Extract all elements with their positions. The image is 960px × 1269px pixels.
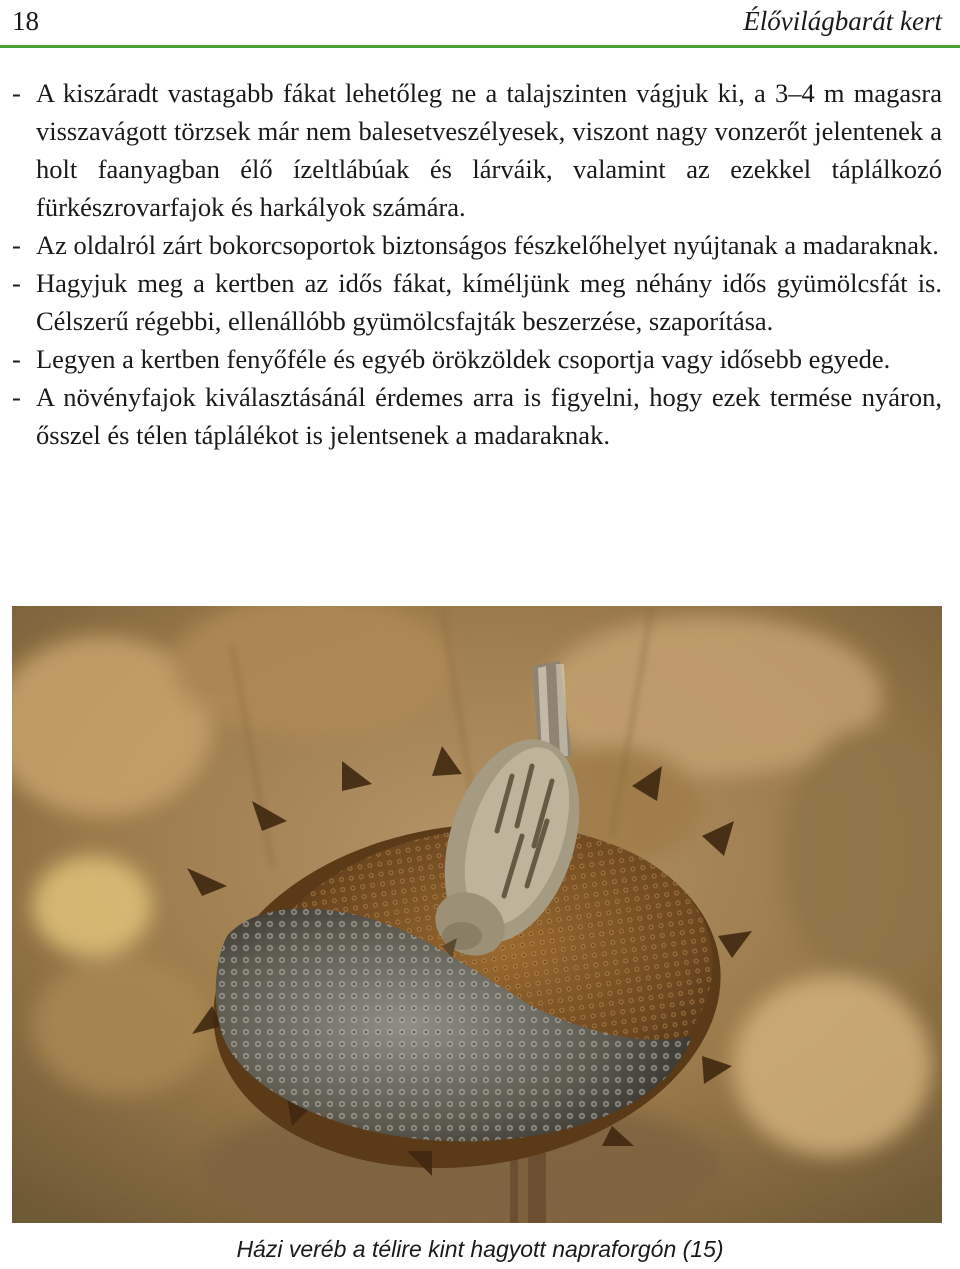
page-header bbox=[0, 0, 960, 46]
list-item-text: Hagyjuk meg a kertben az idős fákat, kíméljünk meg néhány idős gyümölcsfát is. Célszerű régebbi, ellenállóbb gyümölcsfajták beszerzése, szaporítása. bbox=[36, 268, 942, 336]
list-item bbox=[12, 264, 942, 340]
list-item-text: A növényfajok kiválasztásánál érdemes arra is figyelni, hogy ezek termése nyáron, ősszel és télen táplálékot is jelentsenek a madaraknak. bbox=[36, 382, 942, 450]
sparrow-sunflower-photo bbox=[12, 606, 942, 1223]
bullet-marker: - bbox=[12, 382, 21, 412]
bullet-marker: - bbox=[12, 78, 21, 108]
header-rule bbox=[0, 45, 960, 48]
figure-caption: Házi veréb a télire kint hagyott napraforgón (15) bbox=[236, 1236, 724, 1262]
running-title: Élővilágbarát kert bbox=[743, 6, 942, 36]
list-item-text: Az oldalról zárt bokorcsoportok biztonságos fészkelőhelyet nyújtanak a madaraknak. bbox=[36, 230, 939, 260]
bullet-marker: - bbox=[12, 344, 21, 374]
list-item bbox=[12, 226, 942, 264]
list-item-text: Legyen a kertben fenyőféle és egyéb örökzöldek csoportja vagy idősebb egyede. bbox=[36, 344, 891, 374]
list-item bbox=[12, 340, 942, 378]
bullet-list bbox=[12, 74, 942, 454]
page-number: 18 bbox=[12, 6, 39, 36]
list-item bbox=[12, 74, 942, 226]
photo-illustration bbox=[12, 606, 942, 1223]
list-item bbox=[12, 378, 942, 454]
bullet-marker: - bbox=[12, 230, 21, 260]
list-item-text: A kiszáradt vastagabb fákat lehetőleg ne a talajszinten vágjuk ki, a 3–4 m magasra visszavágott törzsek már nem balesetveszélyesek, viszont nagy vonzerőt jelentenek a holt faanyagban élő ízeltlábúak és lárváik, valamint az ezekkel táplálkozó fürkészrovarfajok és harkályok számára. bbox=[36, 78, 942, 222]
bullet-marker: - bbox=[12, 268, 21, 298]
